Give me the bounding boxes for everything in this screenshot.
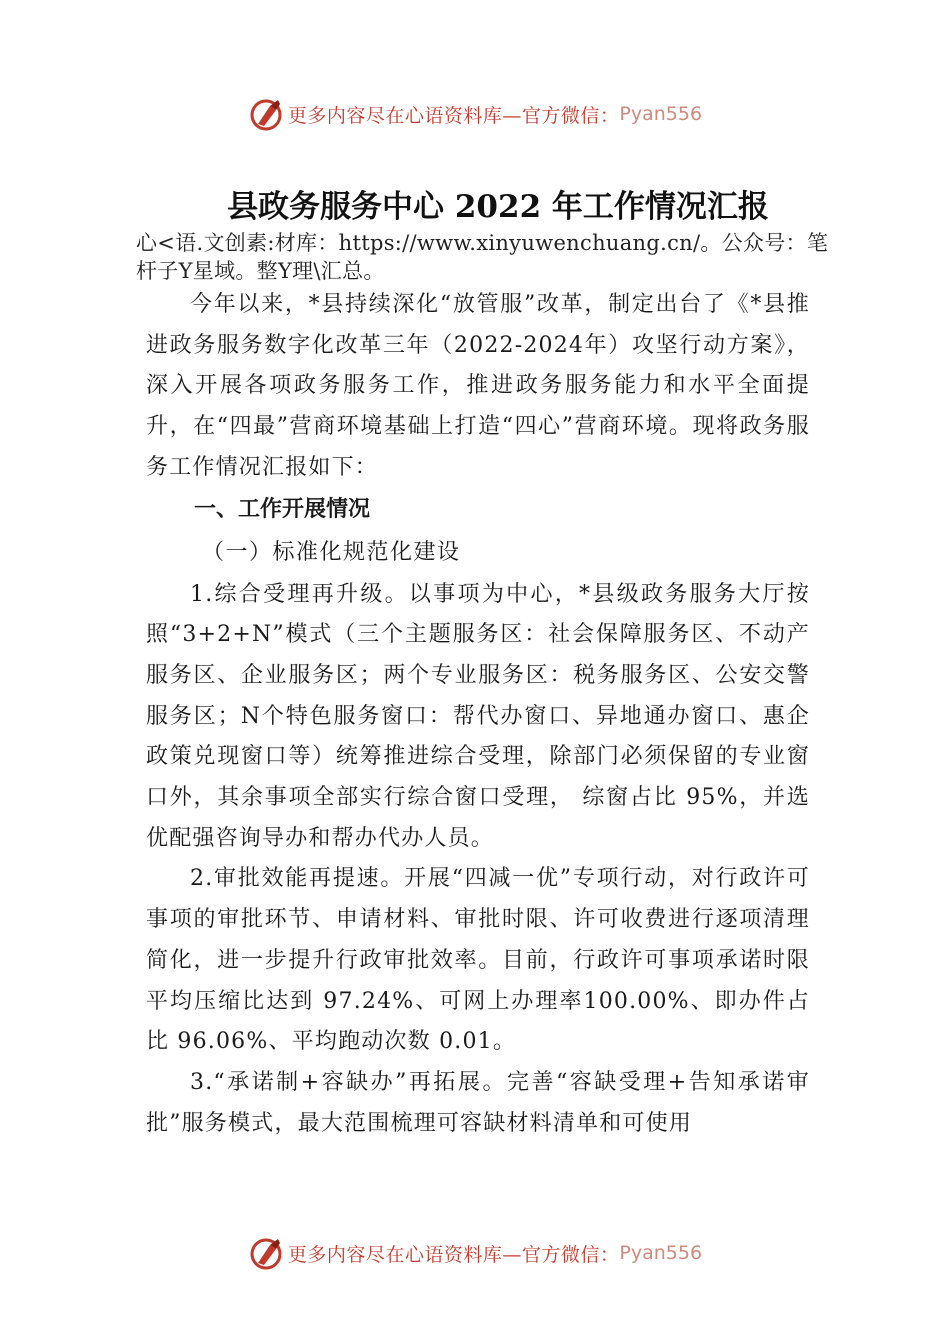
watermark-wechat-id: Pyan556 <box>619 103 703 125</box>
watermark-text: 更多内容尽在心语资料库—官方微信： <box>287 104 620 127</box>
subsection-heading: （一）标准化规范化建设 <box>202 539 461 565</box>
item-paragraph-1: 1.综合受理再升级。以事项为中心，*县级政务服务大厅按照“3+2+N”模式（三个主题服务区：社会保障服务区、不动产服务区、企业服务区；两个专业服务区：税务服务区、公安交警服务区；N个特色服务窗口：帮代办窗口、异地通办窗口、惠企政策兑现窗口等）统筹推进综合受理，除部门必须保留的专业窗口外，其余事项全部实行综合窗口受理， 综窗占比 95%，并选优配强咨询导办和帮办代办人员。 <box>146 581 810 851</box>
item-paragraph-2: 2.审批效能再提速。开展“四减一优”专项行动，对行政许可事项的审批环节、申请材料、审批时限、许可收费进行逐项清理简化，进一步提升行政审批效率。目前，行政许可事项承诺时限平均压缩比达到 97.24%、可网上办理率100.00%、即办件占比 96.06%、平均跑动次数 0.01。 <box>146 866 810 1055</box>
item-paragraph-3: 3.“承诺制+容缺办”再拓展。完善“容缺受理+告知承诺审批”服务模式，最大范围梳理可容缺材料清单和可使用 <box>146 1069 810 1136</box>
watermark-wechat-id: Pyan556 <box>619 1242 703 1264</box>
watermark-banner-top <box>0 94 950 134</box>
pen-nib-circle-icon <box>248 96 284 132</box>
pen-nib-circle-icon <box>248 1235 284 1271</box>
document-body <box>136 185 829 1144</box>
document-title: 县政务服务中心 2022 年工作情况汇报 <box>227 189 769 225</box>
section-heading: 一、工作开展情况 <box>194 496 371 522</box>
source-line: 心<语.文创素:材库：https://www.xinyuwenchuang.cn/。公众号：笔杆子Y星域。整Y理\汇总。 <box>136 231 829 283</box>
watermark-text: 更多内容尽在心语资料库—官方微信： <box>287 1243 620 1266</box>
watermark-banner-bottom <box>0 1233 950 1273</box>
intro-paragraph: 今年以来，*县持续深化“放管服”改革，制定出台了《*县推进政务服务数字化改革三年（2022-2024年）攻坚行动方案》，深入开展各项政务服务工作，推进政务服务能力和水平全面提升，在“四最”营商环境基础上打造“四心”营商环境。现将政务服务工作情况汇报如下： <box>146 292 810 480</box>
